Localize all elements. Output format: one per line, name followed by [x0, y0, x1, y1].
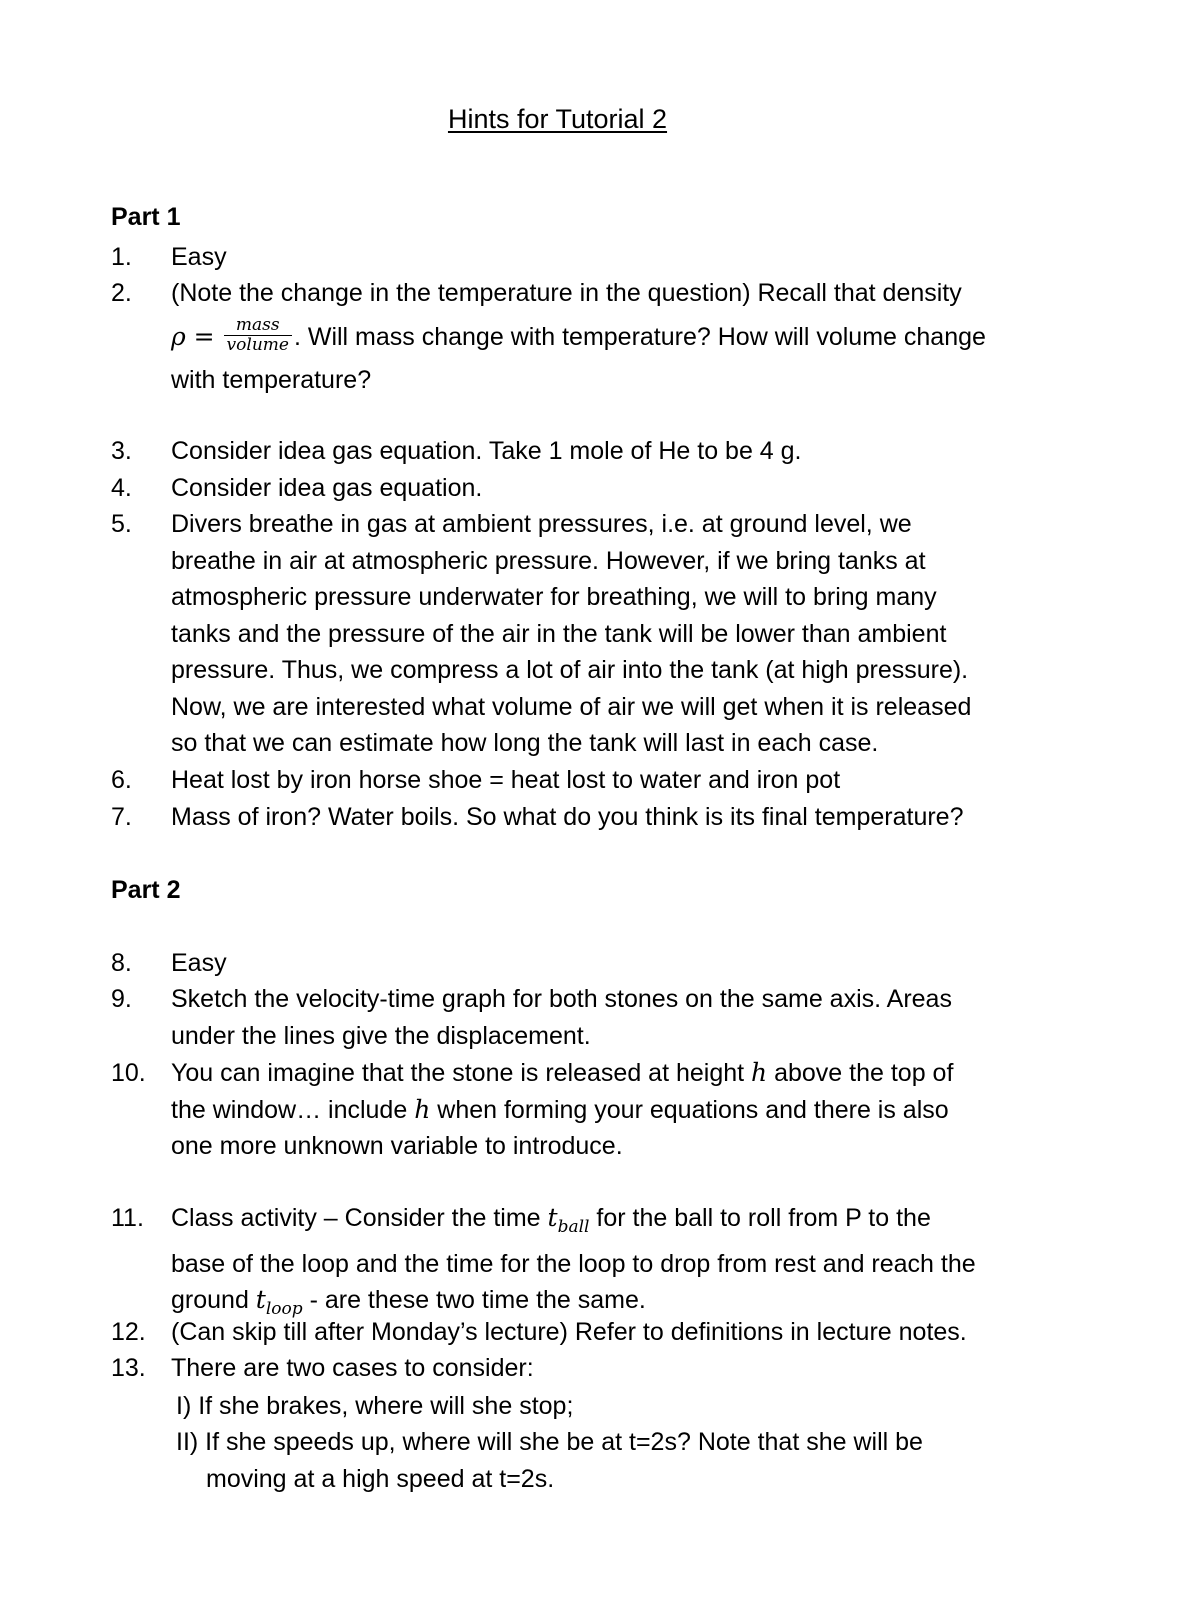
- part1-heading: Part 1: [111, 203, 181, 231]
- item-text-segment: above the top of: [767, 1059, 954, 1087]
- hint-item-13: [111, 1350, 1121, 1387]
- hint-item-8: [111, 945, 1121, 982]
- item-text: (Can skip till after Monday’s lecture) Refer to definitions in lecture notes.: [171, 1318, 967, 1346]
- hint-item-10: [111, 1055, 1121, 1165]
- item-text-segment: for the ball to roll from P to the: [589, 1204, 931, 1232]
- item-text-line: Divers breathe in gas at ambient pressures, i.e. at ground level, we: [171, 510, 912, 538]
- density-symbol: ρ =: [171, 321, 215, 351]
- item-text-line: so that we can estimate how long the tank will last in each case.: [171, 729, 879, 757]
- hint-item-2: [111, 275, 1121, 398]
- item-text-segment: Class activity – Consider the time: [171, 1204, 548, 1232]
- item-number: 13.: [111, 1354, 146, 1382]
- fraction-numerator: mass: [224, 316, 292, 336]
- item-text-line: Sketch the velocity-time graph for both stones on the same axis. Areas: [171, 985, 952, 1013]
- hint-item-12: [111, 1314, 1121, 1351]
- item-text-line: base of the loop and the time for the loop to drop from rest and reach the: [171, 1249, 976, 1278]
- part2-heading: Part 2: [111, 876, 181, 904]
- hint-item-3: [111, 433, 1121, 470]
- density-fraction: [224, 316, 292, 355]
- item-number: 11.: [111, 1204, 144, 1232]
- item-number: 9.: [111, 985, 132, 1013]
- fraction-denominator: volume: [226, 335, 289, 356]
- item-text: Heat lost by iron horse shoe = heat lost to water and iron pot: [171, 766, 841, 794]
- item-text-segment: when forming your equations and there is also: [430, 1095, 949, 1124]
- item-number: 4.: [111, 474, 132, 502]
- item-text: Consider idea gas equation. Take 1 mole of He to be 4 g.: [171, 437, 802, 465]
- item-number: 6.: [111, 766, 132, 794]
- item-number: 8.: [111, 949, 132, 977]
- case-text: I) If she brakes, where will she stop;: [176, 1392, 574, 1420]
- item-number: 5.: [111, 510, 132, 538]
- hint-item-5: [111, 506, 1121, 762]
- item-text-line: breathe in air at atmospheric pressure. However, if we bring tanks at: [171, 546, 926, 575]
- item-text: There are two cases to consider:: [171, 1354, 534, 1382]
- item-text-line: one more unknown variable to introduce.: [171, 1132, 623, 1160]
- item-text: Easy: [171, 243, 227, 271]
- item-text-line: Now, we are interested what volume of air we will get when it is released: [171, 692, 972, 721]
- case-item-2: [176, 1424, 1116, 1497]
- item-number: 12.: [111, 1318, 146, 1346]
- item-text-line: under the lines give the displacement.: [171, 1021, 591, 1050]
- item-text-segment: the window… include: [171, 1095, 415, 1124]
- case-text: II) If she speeds up, where will she be at t=2s? Note that she will be: [176, 1428, 923, 1456]
- hint-item-1: [111, 239, 1121, 276]
- time-loop-variable: $t_{loop}$: [255, 1285, 303, 1319]
- item-text-line: (Note the change in the temperature in the question) Recall that density: [171, 279, 962, 307]
- height-variable: h: [751, 1058, 768, 1087]
- item-text-segment: ground: [171, 1286, 256, 1314]
- item-text-line: tanks and the pressure of the air in the tank will be lower than ambient: [171, 619, 947, 648]
- case-text-continued: moving at a high speed at t=2s.: [206, 1464, 555, 1493]
- page-title: Hints for Tutorial 2: [447, 104, 668, 134]
- item-text-line: . Will mass change with temperature? How will volume change: [293, 322, 986, 351]
- item-text: Easy: [171, 949, 227, 977]
- hint-item-4: [111, 470, 1121, 507]
- case-item-1: [176, 1388, 1116, 1425]
- item-number: 3.: [111, 437, 132, 465]
- item-text-line: atmospheric pressure underwater for breathing, we will to bring many: [171, 583, 937, 611]
- item-number: 1.: [111, 243, 132, 271]
- item-number: 7.: [111, 803, 132, 831]
- height-variable: h: [414, 1094, 431, 1124]
- item-text-line: pressure. Thus, we compress a lot of air into the tank (at high pressure).: [171, 656, 969, 684]
- item-number: 10.: [111, 1059, 146, 1087]
- hint-item-6: [111, 762, 1121, 799]
- item-number: 2.: [111, 279, 132, 307]
- hint-item-7: [111, 799, 1121, 836]
- hint-item-11: [111, 1200, 1121, 1328]
- item-text: Mass of iron? Water boils. So what do you think is its final temperature?: [171, 803, 964, 831]
- hint-item-9: [111, 981, 1121, 1054]
- item-text: Consider idea gas equation.: [171, 474, 483, 502]
- item-text-segment: - are these two time the same.: [302, 1286, 646, 1314]
- item-text-segment: You can imagine that the stone is released at height: [171, 1059, 752, 1087]
- item-text-line: with temperature?: [171, 365, 372, 394]
- time-ball-variable: $t_{ball}$: [547, 1203, 590, 1237]
